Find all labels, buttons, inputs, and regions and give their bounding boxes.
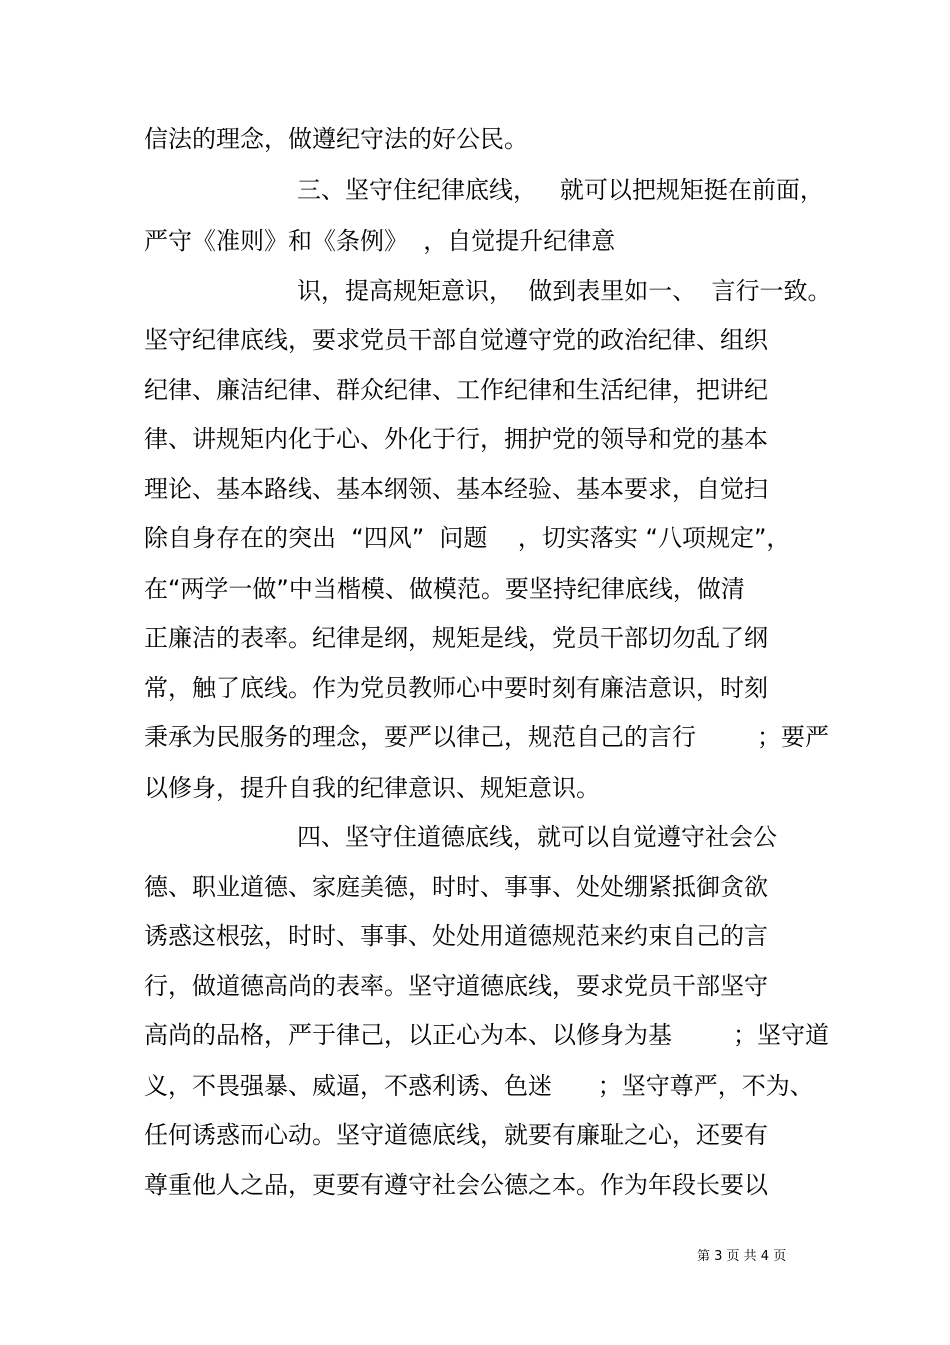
- text-line: 义，不畏强暴、威逼，不惑利诱、色迷 ；坚守尊严，不为、: [144, 1072, 814, 1100]
- section-heading-line: 四、坚守住道德底线，就可以自觉遵守社会公: [297, 823, 777, 851]
- text-line: 诱惑这根弦，时时、事事、处处用道德规范来约束自己的言: [144, 922, 768, 950]
- text-line: 除自身存在的突出 “四风” 问题 ，切实落实 “八项规定”，: [144, 524, 791, 552]
- text-line: 律、讲规矩内化于心、外化于行，拥护党的领导和党的基本: [144, 425, 768, 453]
- text-line: 任何诱惑而心动。坚守道德底线，就要有廉耻之心，还要有: [144, 1121, 768, 1149]
- text-line: 在“两学一做”中当楷模、做模范。要坚持纪律底线，做清: [144, 575, 745, 603]
- text-line: 行，做道德高尚的表率。坚守道德底线，要求党员干部坚守: [144, 972, 768, 1000]
- text-line: 正廉洁的表率。纪律是纲，规矩是线，党员干部切勿乱了纲: [144, 624, 768, 652]
- text-line: 秉承为民服务的理念，要严以律己，规范自己的言行 ；要严: [144, 723, 830, 751]
- section-heading-line: 三、坚守住纪律底线， 就可以把规矩挺在前面，: [297, 176, 824, 204]
- text-line: 纪律、廉洁纪律、群众纪律、工作纪律和生活纪律，把讲纪: [144, 376, 768, 404]
- text-line: 严守《准则》和《条例》 ，自觉提升纪律意: [144, 227, 616, 255]
- text-line: 坚守纪律底线，要求党员干部自觉遵守党的政治纪律、组织: [144, 326, 768, 354]
- text-line: 德、职业道德、家庭美德，时时、事事、处处绷紧抵御贪欲: [144, 873, 768, 901]
- page-number-footer: 第 3 页 共 4 页: [697, 1249, 787, 1264]
- text-line: 高尚的品格，严于律己，以正心为本、以修身为基 ；坚守道: [144, 1021, 830, 1049]
- text-line: 识，提高规矩意识， 做到表里如一、 言行一致。: [297, 277, 832, 305]
- text-line: 信法的理念，做遵纪守法的好公民。: [144, 125, 528, 153]
- text-line: 理论、基本路线、基本纲领、基本经验、基本要求，自觉扫: [144, 475, 768, 503]
- text-line: 以修身，提升自我的纪律意识、规矩意识。: [144, 774, 600, 802]
- text-line: 尊重他人之品，更要有遵守社会公德之本。作为年段长要以: [144, 1171, 768, 1199]
- text-line: 常，触了底线。作为党员教师心中要时刻有廉洁意识，时刻: [144, 674, 768, 702]
